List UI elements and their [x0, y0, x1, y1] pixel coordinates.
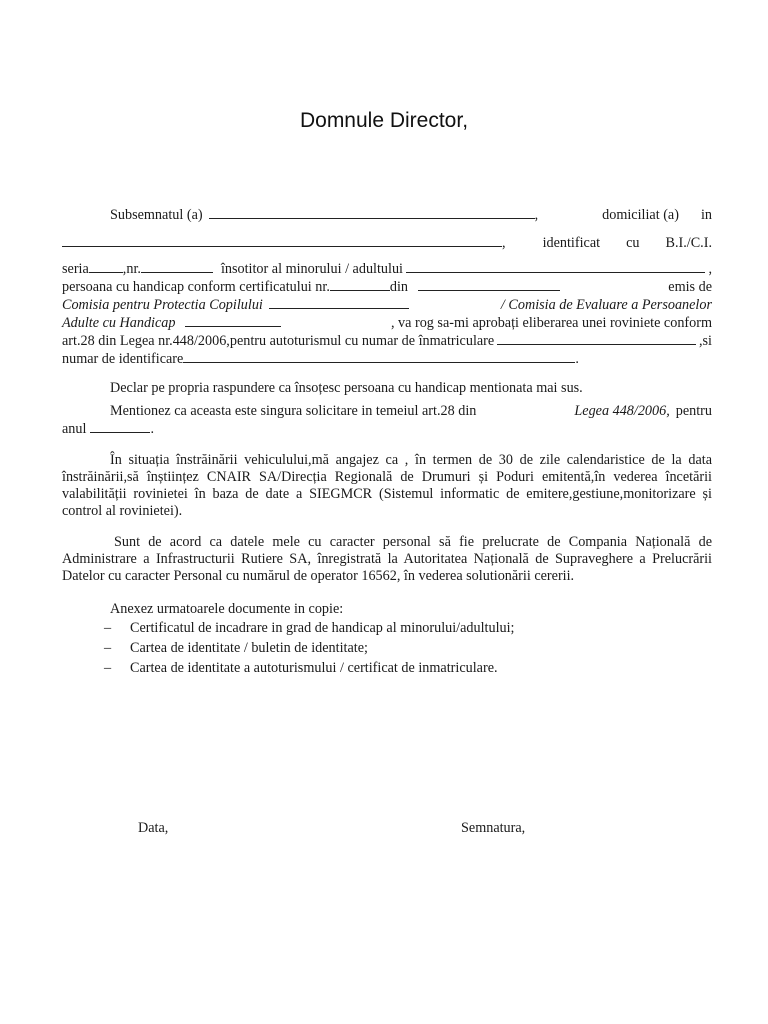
label-anexez: Anexez urmatoarele documente in copie:	[110, 601, 344, 617]
line-identificare: numar de identificare .	[62, 351, 579, 367]
line-comisia	[62, 296, 712, 314]
label-emis-de: emis de	[668, 279, 712, 295]
field-nr[interactable]	[141, 260, 213, 273]
list-item	[62, 640, 712, 657]
dash-bullet: –	[104, 640, 112, 656]
label-va-rog: , va rog sa-mi aprobați eliberarea unei roviniete conform	[390, 315, 712, 331]
field-minor-name[interactable]	[406, 260, 705, 273]
field-seria[interactable]	[89, 260, 123, 273]
paragraph-instrainare: În situația înstrăinării vehiculului,mă angajez ca , în termen de 30 de zile calendaristice de la data înstrăinării,să înștiințez CNAIR SA/Direcția Regională de Drumuri și Poduri emitentă,în vederea încetării valabilității rovinietei în baza de date a SIEGMCR (Sistemul informatic de emitere,gestiune,monitorizare și control al rovinietei).	[62, 452, 712, 519]
field-adulte[interactable]	[185, 314, 281, 327]
label-comisia-evaluare: / Comisia de Evaluare a Persoanelor	[500, 297, 712, 313]
label-subsemnatul: Subsemnatul (a)	[110, 207, 203, 223]
document-item-2: Cartea de identitate / buletin de identitate;	[130, 640, 368, 656]
line-art28	[62, 332, 712, 350]
paragraph-acord: Sunt de acord ca datele mele cu caracter personal să fie prelucrate de Compania Națională de Administrare a Infrastructurii Rutiere SA, înregistrată la Autoritatea Națională de Supraveghere a Prelucrării Datelor cu caracter Personal cu numărul de operator 16562, în vederea solutionării cererii.	[62, 534, 712, 584]
text-legea: Legea 448/2006,	[574, 403, 670, 419]
line-seria: seria ,nr. însotitor al minorului / adultului ,	[62, 261, 712, 277]
label-persoana-handicap: persoana cu handicap conform certificatului nr.	[62, 279, 330, 295]
dash-bullet: –	[104, 660, 112, 676]
text-pentru: pentru	[675, 403, 712, 419]
text-mentionez: Mentionez ca aceasta este singura solicitare in temeiul art.28 din	[110, 403, 477, 419]
label-domiciliat: domiciliat (a)	[602, 207, 679, 223]
label-cu: cu	[626, 235, 640, 251]
label-insotitor: însotitor al minorului / adultului	[220, 261, 403, 277]
field-inmatriculare[interactable]	[497, 332, 696, 345]
line-subsemnatul: Subsemnatul (a) , domiciliat (a) in	[110, 207, 712, 223]
list-item	[62, 620, 712, 637]
line-anul: anul .	[62, 421, 154, 437]
document-item-3: Cartea de identitate a autoturismului / certificat de inmatriculare.	[130, 660, 498, 676]
list-item	[62, 660, 712, 677]
line-anexez	[62, 601, 712, 618]
field-comisia[interactable]	[269, 296, 409, 309]
label-nr: ,nr.	[122, 261, 141, 277]
field-anul[interactable]	[90, 420, 150, 433]
label-anul: anul	[62, 421, 87, 437]
page-title: Domnule Director,	[299, 109, 469, 132]
line-certificat	[62, 278, 712, 296]
field-address[interactable]	[62, 234, 502, 247]
label-in: in	[700, 207, 712, 223]
label-din: din	[389, 279, 409, 295]
label-comisia-copil: Comisia pentru Protectia Copilului	[62, 297, 263, 313]
label-art28: art.28 din Legea nr.448/2006,pentru autoturismul cu numar de înmatriculare	[62, 333, 495, 349]
document-item-1: Certificatul de incadrare in grad de handicap al minorului/adultului;	[130, 620, 515, 636]
label-bici: B.I./C.I.	[665, 235, 712, 251]
label-seria: seria	[62, 261, 89, 277]
line-declar	[62, 380, 712, 397]
field-cert-date[interactable]	[418, 278, 560, 291]
paragraph-declar: Declar pe propria raspundere ca însoțesc persoana cu handicap mentionata mai sus.	[110, 380, 583, 396]
line-mentionez	[62, 403, 712, 420]
label-si: ,si	[698, 333, 712, 349]
field-cert-nr[interactable]	[330, 278, 390, 291]
documents-list	[62, 620, 712, 677]
line-adulte	[62, 314, 712, 332]
dash-bullet: –	[104, 620, 112, 636]
label-numar-identificare: numar de identificare	[62, 351, 184, 367]
field-identificare[interactable]	[183, 350, 575, 363]
form-body	[62, 206, 712, 677]
line-address: , identificat cu B.I./C.I.	[62, 234, 712, 252]
field-name[interactable]	[209, 206, 535, 219]
label-adulte: Adulte cu Handicap	[62, 315, 176, 331]
label-identificat: identificat	[542, 235, 601, 251]
semnatura-label: Semnatura,	[461, 820, 526, 836]
data-label: Data,	[138, 820, 169, 836]
